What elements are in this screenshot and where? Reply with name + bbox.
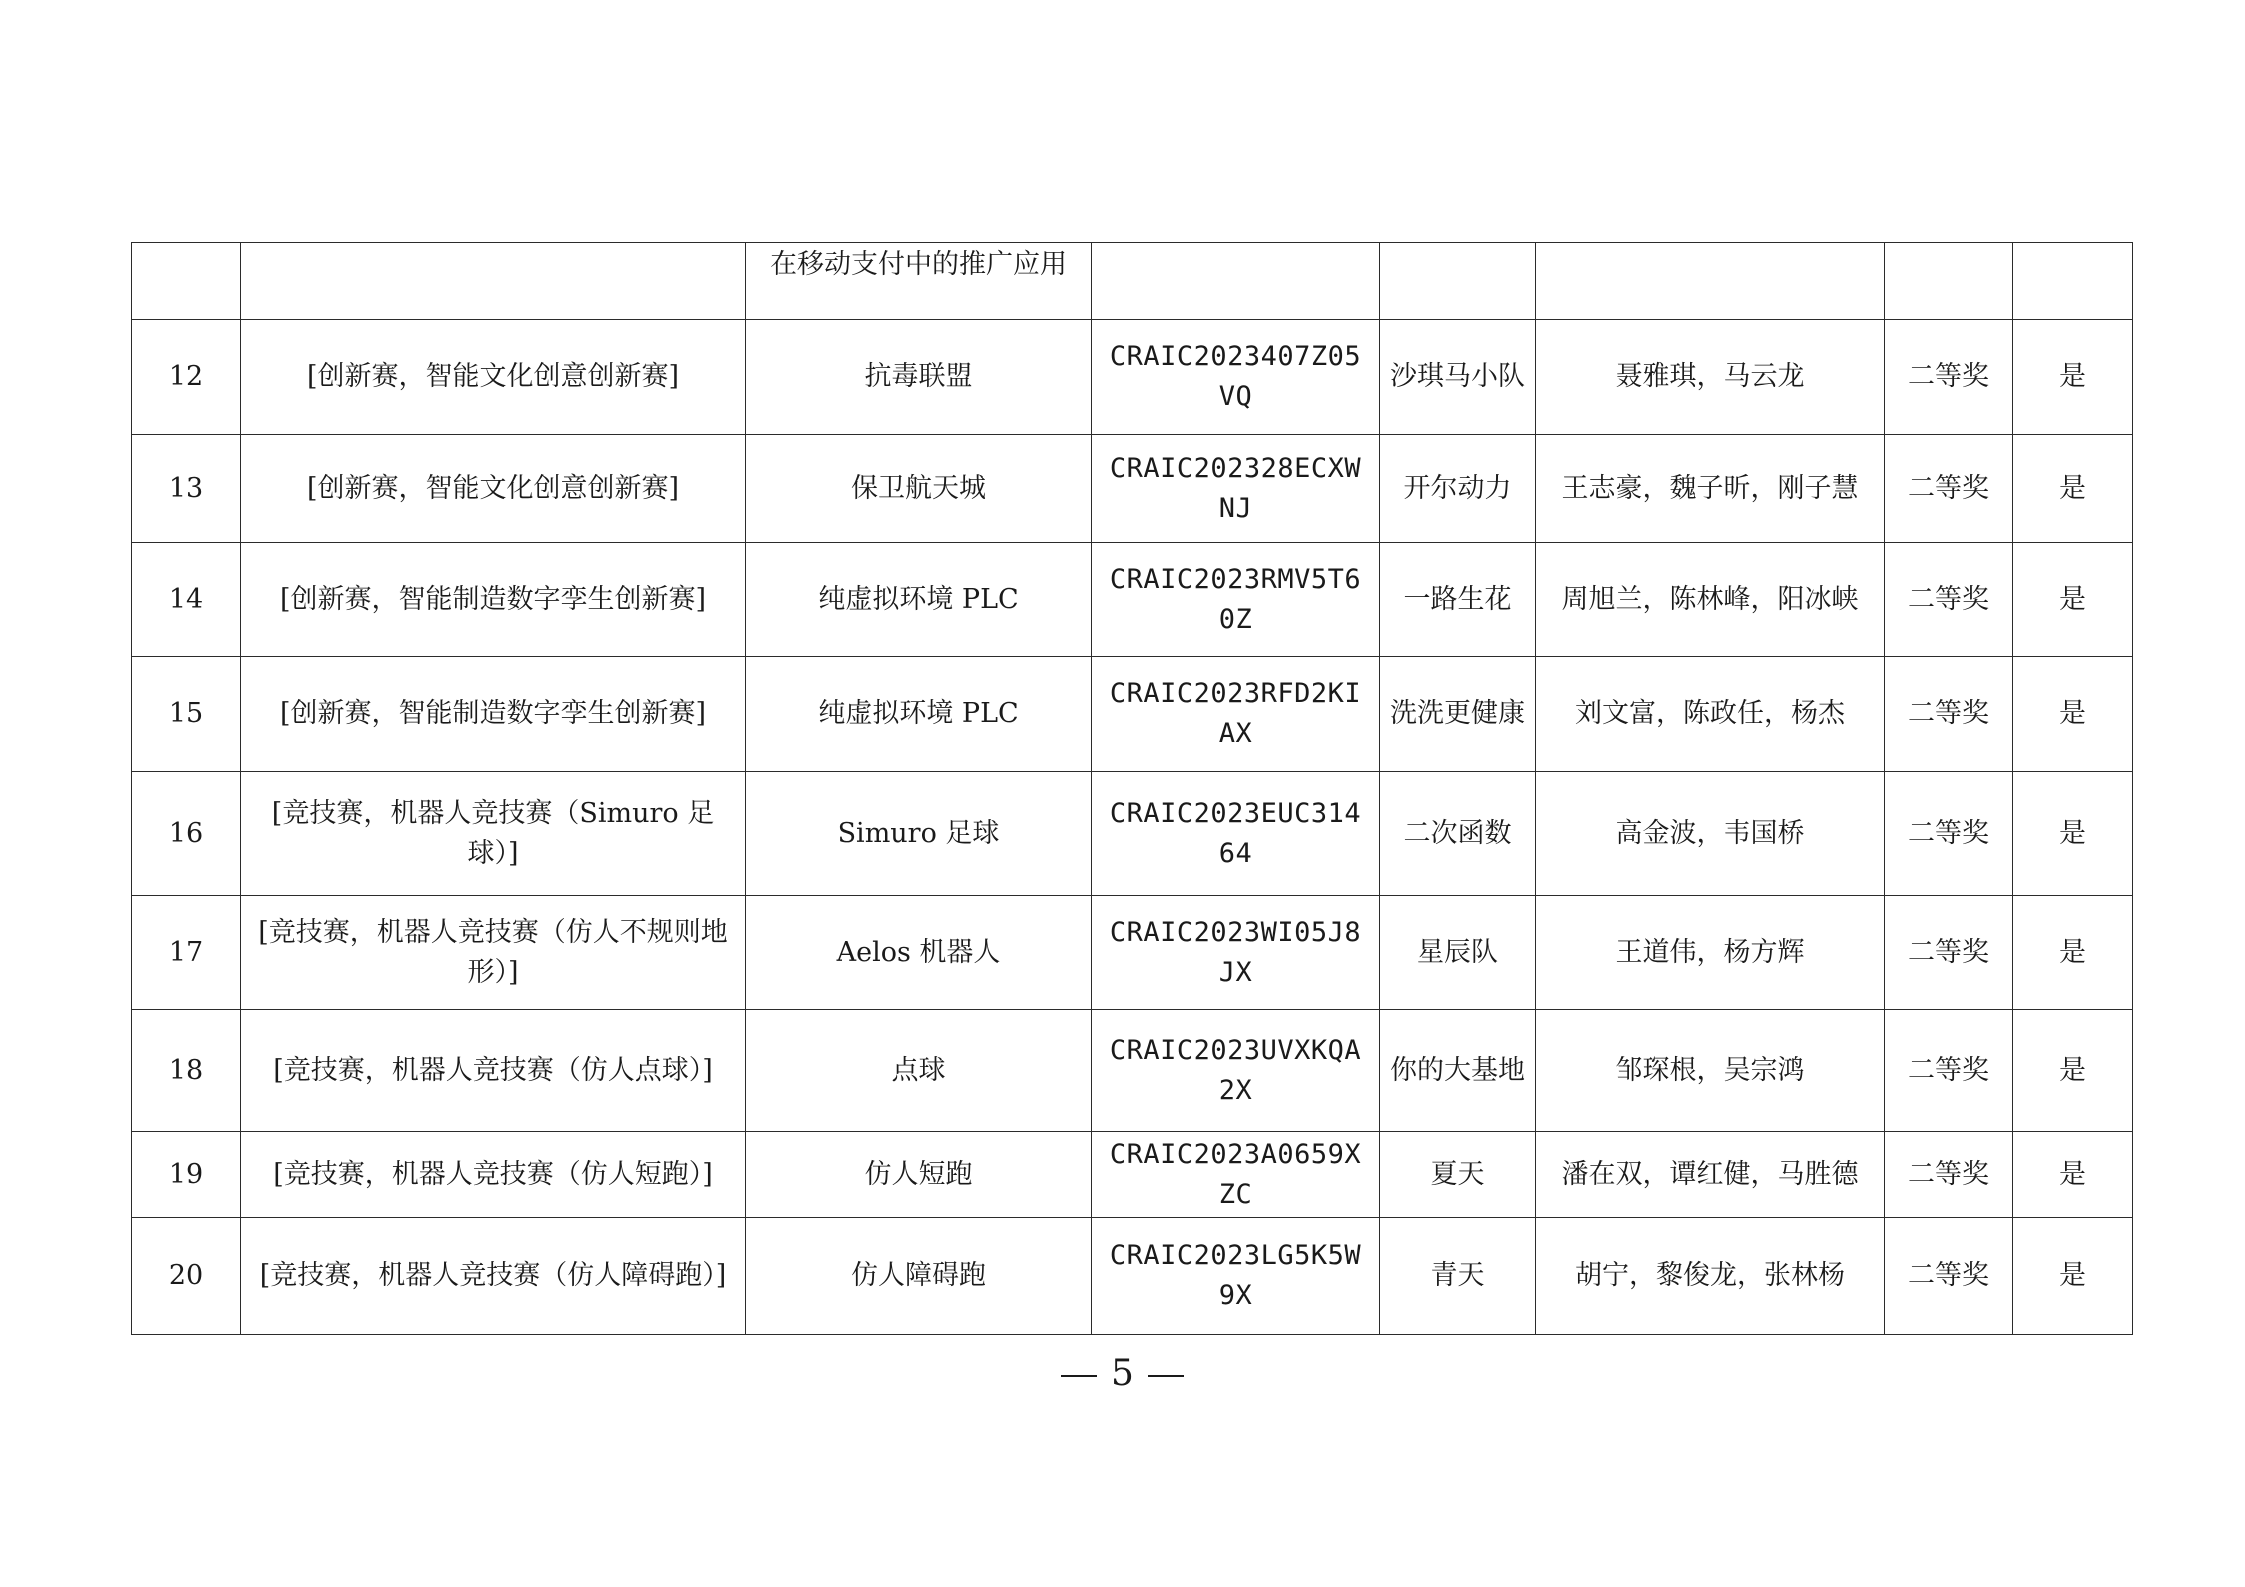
cell-track: [创新赛，智能文化创意创新赛] <box>241 435 746 543</box>
cell-track: [竞技赛，机器人竞技赛（仿人点球）] <box>241 1010 746 1132</box>
cell-flag: 是 <box>2013 1218 2133 1335</box>
table-row <box>132 657 2133 772</box>
cell-project: 仿人障碍跑 <box>746 1218 1092 1335</box>
cell-project: 纯虚拟环境 PLC <box>746 657 1092 772</box>
table-row <box>132 543 2133 657</box>
page-number-dash-left <box>1061 1375 1097 1377</box>
cell-team: 开尔动力 <box>1380 435 1536 543</box>
cell-project: 在移动支付中的推广应用 <box>746 243 1092 320</box>
cell-flag: 是 <box>2013 772 2133 896</box>
cell-code: CRAIC2023EUC31464 <box>1092 772 1380 896</box>
cell-track: [创新赛，智能制造数字孪生创新赛] <box>241 543 746 657</box>
cell-no: 13 <box>132 435 241 543</box>
cell-no: 18 <box>132 1010 241 1132</box>
cell-award: 二等奖 <box>1885 1010 2013 1132</box>
cell-flag: 是 <box>2013 1010 2133 1132</box>
cell-members: 邹琛根，吴宗鸿 <box>1536 1010 1885 1132</box>
cell-track: [竞技赛，机器人竞技赛（仿人不规则地形）] <box>241 896 746 1010</box>
table-row <box>132 320 2133 435</box>
cell-no: 12 <box>132 320 241 435</box>
cell-flag: 是 <box>2013 896 2133 1010</box>
cell-track: [竞技赛，机器人竞技赛（仿人短跑）] <box>241 1132 746 1218</box>
cell-project: 抗毒联盟 <box>746 320 1092 435</box>
cell-project: 保卫航天城 <box>746 435 1092 543</box>
cell-members: 高金波，韦国桥 <box>1536 772 1885 896</box>
cell-no: 15 <box>132 657 241 772</box>
cell-project: 点球 <box>746 1010 1092 1132</box>
cell-flag: 是 <box>2013 543 2133 657</box>
cell-members: 王志豪，魏子昕，刚子慧 <box>1536 435 1885 543</box>
cell-flag: 是 <box>2013 1132 2133 1218</box>
cell-project: 纯虚拟环境 PLC <box>746 543 1092 657</box>
cell-members: 胡宁，黎俊龙，张林杨 <box>1536 1218 1885 1335</box>
table-row-continued <box>132 243 2133 320</box>
cell-members: 周旭兰，陈林峰，阳冰峡 <box>1536 543 1885 657</box>
cell-team: 你的大基地 <box>1380 1010 1536 1132</box>
cell-flag <box>2013 243 2133 320</box>
cell-members: 潘在双，谭红健，马胜德 <box>1536 1132 1885 1218</box>
page-number <box>0 1352 2245 1396</box>
award-table <box>131 242 2133 1335</box>
cell-track: [竞技赛，机器人竞技赛（Simuro 足球）] <box>241 772 746 896</box>
cell-flag: 是 <box>2013 435 2133 543</box>
cell-award: 二等奖 <box>1885 657 2013 772</box>
cell-track: [创新赛，智能制造数字孪生创新赛] <box>241 657 746 772</box>
cell-team: 沙琪马小队 <box>1380 320 1536 435</box>
page-number-dash-right <box>1148 1375 1184 1377</box>
table-row <box>132 435 2133 543</box>
cell-members: 王道伟，杨方辉 <box>1536 896 1885 1010</box>
table-row <box>132 1010 2133 1132</box>
cell-code: CRAIC2023WI05J8JX <box>1092 896 1380 1010</box>
cell-no: 17 <box>132 896 241 1010</box>
table-row <box>132 1218 2133 1335</box>
cell-no <box>132 243 241 320</box>
table-row <box>132 896 2133 1010</box>
cell-track: [创新赛，智能文化创意创新赛] <box>241 320 746 435</box>
cell-code: CRAIC2023407Z05VQ <box>1092 320 1380 435</box>
cell-flag: 是 <box>2013 320 2133 435</box>
cell-award: 二等奖 <box>1885 1218 2013 1335</box>
cell-code: CRAIC2023A0659XZC <box>1092 1132 1380 1218</box>
cell-award: 二等奖 <box>1885 320 2013 435</box>
cell-award: 二等奖 <box>1885 543 2013 657</box>
cell-project: Simuro 足球 <box>746 772 1092 896</box>
page-number-value: 5 <box>1111 1353 1134 1394</box>
cell-project: 仿人短跑 <box>746 1132 1092 1218</box>
cell-code: CRAIC202328ECXWNJ <box>1092 435 1380 543</box>
cell-code: CRAIC2023UVXKQA2X <box>1092 1010 1380 1132</box>
cell-team: 青天 <box>1380 1218 1536 1335</box>
cell-code <box>1092 243 1380 320</box>
cell-team: 一路生花 <box>1380 543 1536 657</box>
cell-no: 16 <box>132 772 241 896</box>
cell-award: 二等奖 <box>1885 772 2013 896</box>
cell-award <box>1885 243 2013 320</box>
cell-award: 二等奖 <box>1885 1132 2013 1218</box>
cell-team <box>1380 243 1536 320</box>
cell-track <box>241 243 746 320</box>
cell-project: Aelos 机器人 <box>746 896 1092 1010</box>
cell-award: 二等奖 <box>1885 435 2013 543</box>
cell-members <box>1536 243 1885 320</box>
table-row <box>132 1132 2133 1218</box>
cell-code: CRAIC2023RFD2KIAX <box>1092 657 1380 772</box>
cell-team: 二次函数 <box>1380 772 1536 896</box>
cell-no: 14 <box>132 543 241 657</box>
cell-code: CRAIC2023RMV5T60Z <box>1092 543 1380 657</box>
cell-team: 洗洗更健康 <box>1380 657 1536 772</box>
cell-track: [竞技赛，机器人竞技赛（仿人障碍跑）] <box>241 1218 746 1335</box>
cell-no: 19 <box>132 1132 241 1218</box>
cell-team: 星辰队 <box>1380 896 1536 1010</box>
cell-flag: 是 <box>2013 657 2133 772</box>
cell-code: CRAIC2023LG5K5W9X <box>1092 1218 1380 1335</box>
cell-no: 20 <box>132 1218 241 1335</box>
table-row <box>132 772 2133 896</box>
cell-members: 刘文富，陈政任，杨杰 <box>1536 657 1885 772</box>
cell-members: 聂雅琪，马云龙 <box>1536 320 1885 435</box>
cell-award: 二等奖 <box>1885 896 2013 1010</box>
cell-team: 夏天 <box>1380 1132 1536 1218</box>
